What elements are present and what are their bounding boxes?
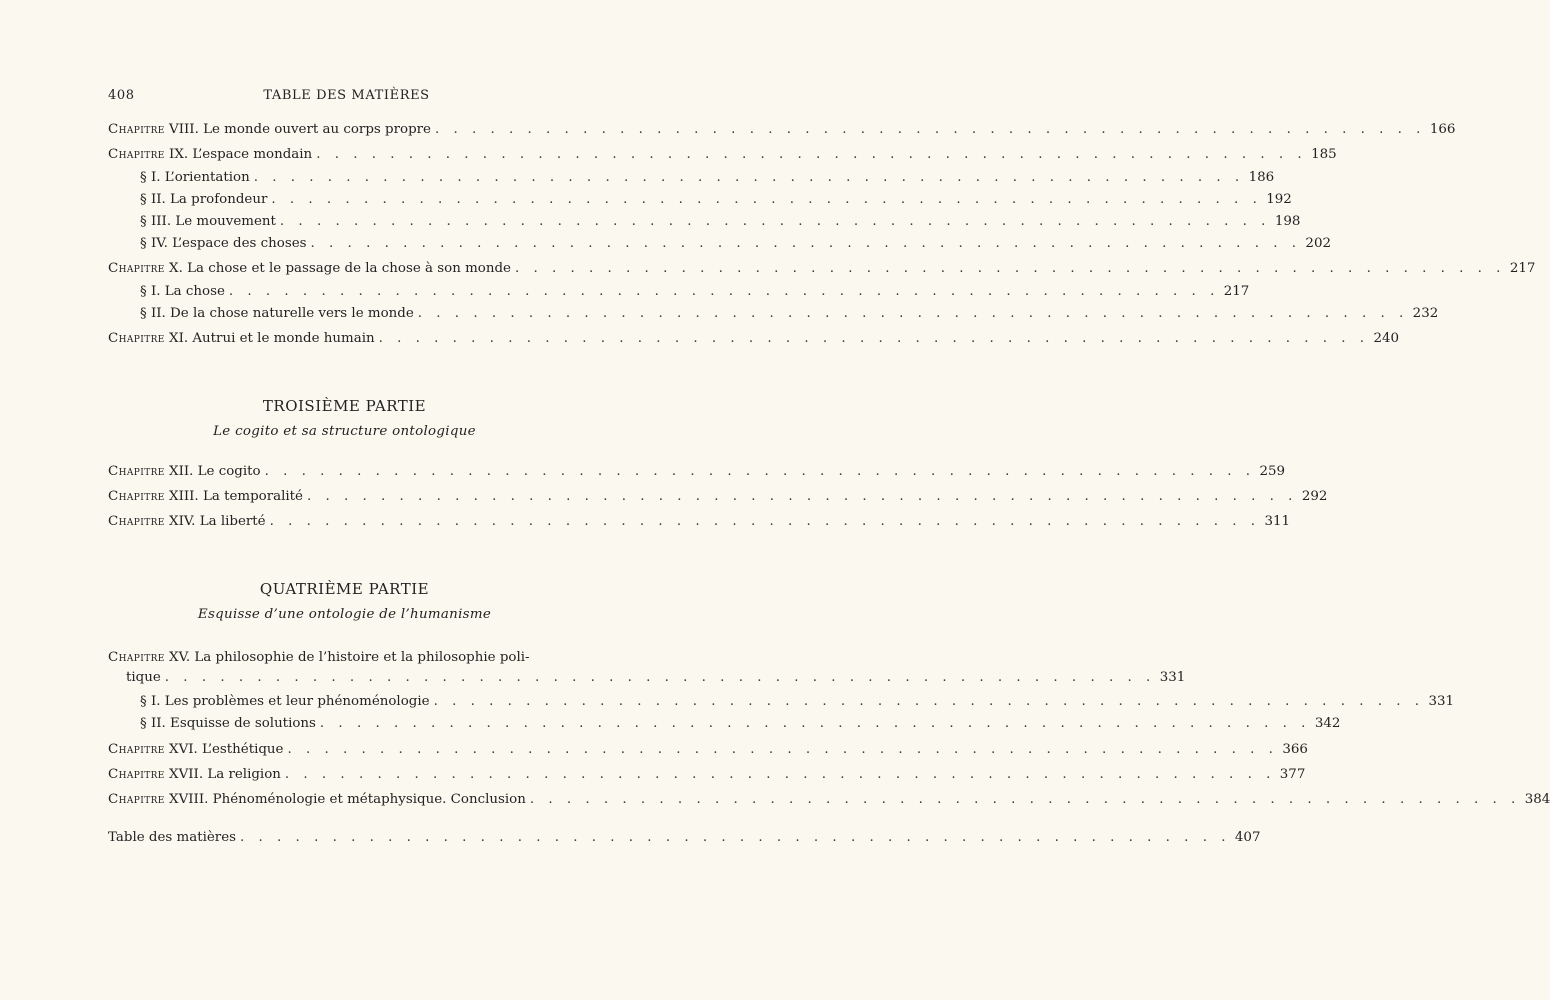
leader-dots: . . . . . . . . . . . . . . . . . . . . . . . . . . . . . . . . . . . . . . . . . . . . . . . . . . . . . . [164, 670, 1156, 685]
entry-page: 331 [1159, 670, 1186, 685]
toc-entry [140, 716, 1341, 736]
leader-dots: . . . . . . . . . . . . . . . . . . . . . . . . . . . . . . . . . . . . . . . . . . . . . . . . . . . . . . [279, 214, 1271, 229]
entry-label: § II. La profondeur [140, 192, 268, 207]
entry-label: Table des matières [108, 830, 237, 845]
part-three-title: TROISIÈME PARTIE [262, 397, 427, 415]
entry-label: IX. L’espace mondain [169, 147, 313, 162]
leader-dots: . . . . . . . . . . . . . . . . . . . . . . . . . . . . . . . . . . . . . . . . . . . . . . . . . . . . . . [514, 261, 1506, 276]
toc-entry [108, 147, 1337, 167]
leader-dots: . . . . . . . . . . . . . . . . . . . . . . . . . . . . . . . . . . . . . . . . . . . . . . . . . . . . . . [310, 236, 1301, 251]
toc-entry [108, 489, 1328, 509]
chapter-prefix: Chapitre [108, 650, 165, 665]
toc-entry [108, 792, 1550, 812]
entry-label: XVII. La religion [169, 767, 281, 782]
entry-page: 407 [1234, 830, 1261, 845]
running-title: TABLE DES MATIÈRES [263, 88, 430, 103]
leader-dots: . . . . . . . . . . . . . . . . . . . . . . . . . . . . . . . . . . . . . . . . . . . . . . . . . . . . . . [228, 284, 1220, 299]
entry-label: XI. Autrui et le monde humain [169, 331, 375, 346]
chapter-prefix: Chapitre [108, 742, 165, 757]
toc-entry [108, 261, 1536, 281]
chapter-prefix: Chapitre [108, 489, 165, 504]
leader-dots: . . . . . . . . . . . . . . . . . . . . . . . . . . . . . . . . . . . . . . . . . . . . . . . . . . . . . . [378, 331, 1370, 346]
entry-page: 166 [1429, 122, 1456, 137]
toc-entry [108, 742, 1308, 762]
toc-entry [108, 464, 1286, 484]
leader-dots: . . . . . . . . . . . . . . . . . . . . . . . . . . . . . . . . . . . . . . . . . . . . . . . . . . . . . . [417, 306, 1409, 321]
toc-entry [140, 236, 1331, 256]
entry-page: 331 [1428, 694, 1455, 709]
toc-entry [108, 650, 585, 670]
entry-label: § I. La chose [140, 284, 225, 299]
chapter-prefix: Chapitre [108, 767, 165, 782]
toc-entry [140, 284, 1250, 304]
entry-label: § I. L’orientation [140, 170, 250, 185]
toc-entry [140, 192, 1292, 212]
entry-label: § IV. L’espace des choses [140, 236, 307, 251]
leader-dots: . . . . . . . . . . . . . . . . . . . . . . . . . . . . . . . . . . . . . . . . . . . . . . . . . . . . . . [240, 830, 1231, 845]
entry-page: 217 [1509, 261, 1536, 276]
toc-entry [140, 306, 1439, 326]
entry-page: 384 [1524, 792, 1550, 807]
entry-label: § II. Esquisse de solutions [140, 716, 316, 731]
part-four-subtitle: Esquisse d’une ontologie de l’humanisme [197, 607, 492, 622]
entry-page: 186 [1248, 170, 1275, 185]
leader-dots: . . . . . . . . . . . . . . . . . . . . . . . . . . . . . . . . . . . . . . . . . . . . . . . . . . . . . . [316, 147, 1307, 162]
leader-dots: . . . . . . . . . . . . . . . . . . . . . . . . . . . . . . . . . . . . . . . . . . . . . . . . . . . . . . [269, 514, 1261, 529]
leader-dots: . . . . . . . . . . . . . . . . . . . . . . . . . . . . . . . . . . . . . . . . . . . . . . . . . . . . . . [434, 122, 1426, 137]
entry-page: 217 [1223, 284, 1250, 299]
toc-entry [108, 514, 1291, 534]
leader-dots: . . . . . . . . . . . . . . . . . . . . . . . . . . . . . . . . . . . . . . . . . . . . . . . . . . . . . . [529, 792, 1521, 807]
leader-dots: . . . . . . . . . . . . . . . . . . . . . . . . . . . . . . . . . . . . . . . . . . . . . . . . . . . . . . [253, 170, 1245, 185]
toc-entry [108, 767, 1306, 787]
chapter-prefix: Chapitre [108, 331, 165, 346]
chapter-prefix: Chapitre [108, 464, 165, 479]
part-three-subtitle: Le cogito et sa structure ontologique [213, 424, 476, 439]
entry-page: 311 [1264, 514, 1291, 529]
entry-label: XVIII. Phénoménologie et métaphysique. Conclusion [169, 792, 526, 807]
entry-page: 366 [1282, 742, 1308, 757]
entry-label: XV. La philosophie de l’histoire et la philosophie poli- [169, 650, 530, 665]
toc-entry-continued [126, 670, 1186, 690]
chapter-prefix: Chapitre [108, 514, 165, 529]
entry-label: XIII. La temporalité [169, 489, 303, 504]
toc-entry [140, 170, 1275, 190]
entry-page: 202 [1305, 236, 1331, 251]
chapter-prefix: Chapitre [108, 792, 165, 807]
entry-label: tique [126, 670, 161, 685]
chapter-prefix: Chapitre [108, 147, 165, 162]
entry-label: § I. Les problèmes et leur phénoménologie [140, 694, 430, 709]
entry-label: § III. Le mouvement [140, 214, 276, 229]
entry-label: XII. Le cogito [169, 464, 261, 479]
toc-entry [108, 122, 1456, 142]
entry-page: 192 [1266, 192, 1292, 207]
entry-label: XVI. L’esthétique [169, 742, 284, 757]
leader-dots: . . . . . . . . . . . . . . . . . . . . . . . . . . . . . . . . . . . . . . . . . . . . . . . . . . . . . . [264, 464, 1256, 479]
entry-label: § II. De la chose naturelle vers le monde [140, 306, 414, 321]
entry-label: XIV. La liberté [169, 514, 266, 529]
entry-page: 259 [1259, 464, 1286, 479]
entry-label: X. La chose et le passage de la chose à son monde [169, 261, 511, 276]
toc-entry [108, 830, 1261, 850]
leader-dots: . . . . . . . . . . . . . . . . . . . . . . . . . . . . . . . . . . . . . . . . . . . . . . . . . . . . . . [319, 716, 1311, 731]
leader-dots: . . . . . . . . . . . . . . . . . . . . . . . . . . . . . . . . . . . . . . . . . . . . . . . . . . . . . . [306, 489, 1298, 504]
entry-page: 342 [1314, 716, 1341, 731]
entry-label: VIII. Le monde ouvert au corps propre [169, 122, 431, 137]
leader-dots: . . . . . . . . . . . . . . . . . . . . . . . . . . . . . . . . . . . . . . . . . . . . . . . . . . . . . . [271, 192, 1262, 207]
chapter-prefix: Chapitre [108, 261, 165, 276]
page-number: 408 [108, 88, 135, 103]
toc-entry [140, 214, 1301, 234]
entry-page: 292 [1301, 489, 1328, 504]
entry-page: 185 [1311, 147, 1337, 162]
leader-dots: . . . . . . . . . . . . . . . . . . . . . . . . . . . . . . . . . . . . . . . . . . . . . . . . . . . . . . [284, 767, 1276, 782]
leader-dots: . . . . . . . . . . . . . . . . . . . . . . . . . . . . . . . . . . . . . . . . . . . . . . . . . . . . . . [433, 694, 1425, 709]
chapter-prefix: Chapitre [108, 122, 165, 137]
entry-page: 232 [1412, 306, 1439, 321]
toc-entry [140, 694, 1455, 714]
toc-entry [108, 331, 1400, 351]
entry-page: 240 [1373, 331, 1400, 346]
leader-dots: . . . . . . . . . . . . . . . . . . . . . . . . . . . . . . . . . . . . . . . . . . . . . . . . . . . . . . [287, 742, 1278, 757]
entry-page: 377 [1279, 767, 1306, 782]
part-four-title: QUATRIÈME PARTIE [259, 580, 430, 598]
entry-page: 198 [1274, 214, 1301, 229]
